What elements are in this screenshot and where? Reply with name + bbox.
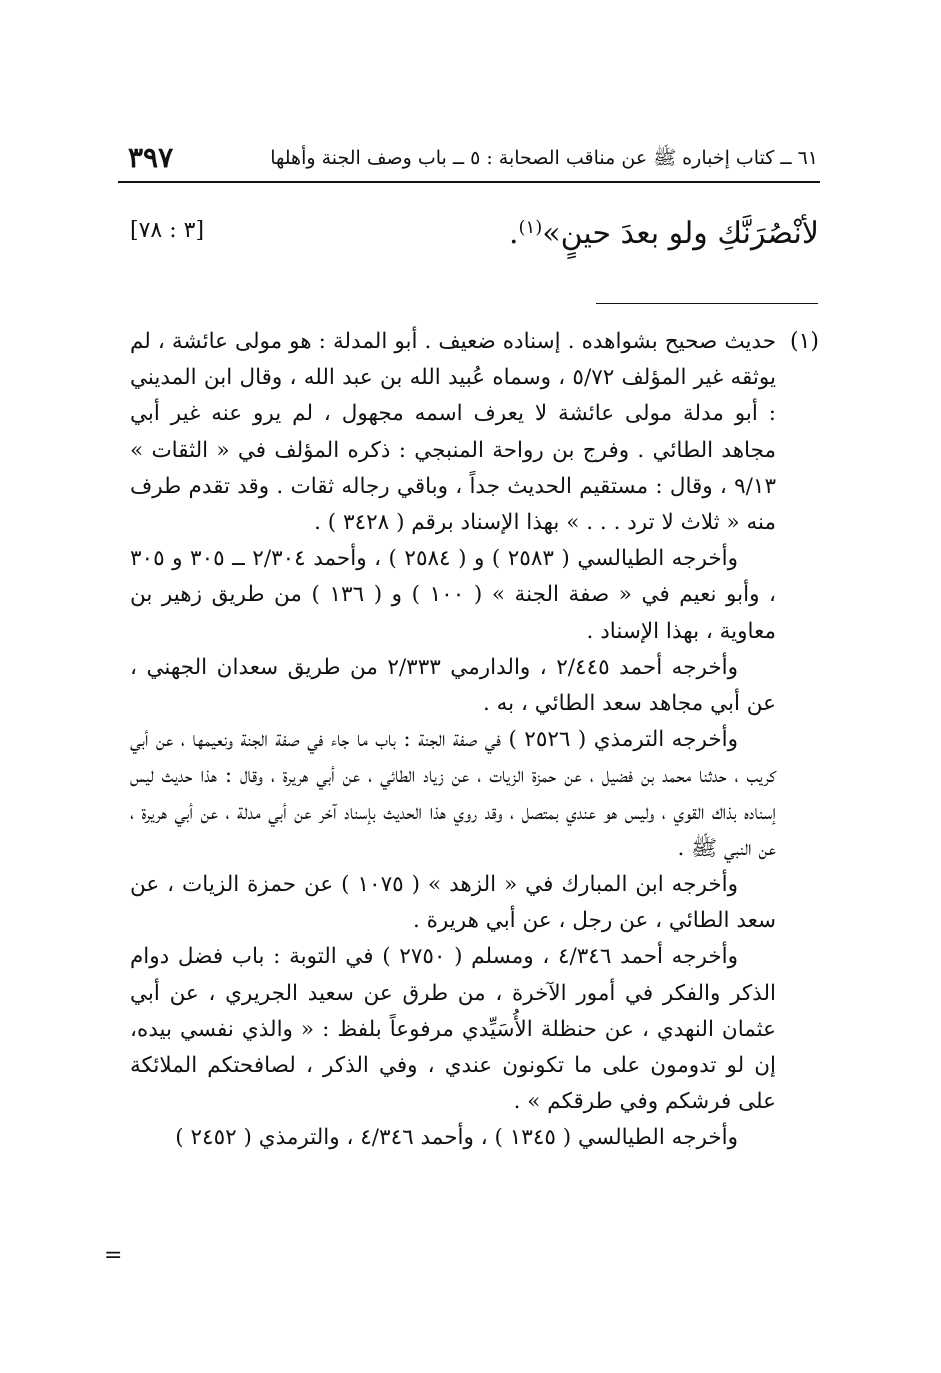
footnote-paragraph: حديث صحيح بشواهده . إسناده ضعيف . أبو المدلة : هو مولى عائشة ، لم يوثقه غير المؤلف ٥/٧٢ ، وسماه عُبيد الله بن عبد الله ، وقال ابن المديني : أبو مدلة مولى عائشة لا يعرف اسمه مجهول ، لم يرو عنه غير أبي مجاهد الطائي . وفرج بن رواحة المنبجي : ذكره المؤلف في « الثقات » ٩/١٣ ، وقال : مستقيم الحديث جداً ، وباقي رجاله ثقات . وقد تقدم طرف منه « ثلاث لا ترد . . . » بهذا الإسناد برقم ( ٣٤٢٨ ) . (130, 329, 776, 536)
footnote-ref: (١) (518, 217, 543, 238)
footnote-paragraph: وأخرجه الطيالسي ( ٢٥٨٣ ) و ( ٢٥٨٤ ) ، وأحمد ٢/٣٠٤ ــ ٣٠٥ و ٣٠٥ ، وأبو نعيم في « صفة الجنة » ( ١٠٠ ) و ( ١٣٦ ) من طريق زهير بن معاوية ، بهذا الإسناد . (130, 546, 776, 644)
main-text: لأنْصُرَنَّكِ ولو بعدَ حينٍ» (542, 216, 819, 251)
footnote-paragraph: وأخرجه أحمد ٢/٤٤٥ ، والدارمي ٢/٣٣٣ من طريق سعدان الجهني ، عن أبي مجاهد سعد الطائي ، به . (130, 654, 776, 717)
end-punct: . (508, 216, 519, 251)
footnote-body (130, 324, 776, 1157)
page-number: ٣٩٧ (128, 141, 174, 174)
continuation-mark: = (104, 1243, 123, 1268)
footnote-paragraph: وأخرجه الترمذي ( ٢٥٢٦ ) في صفة الجنة : باب ما جاء في صفة الجنة ونعيمها ، عن أبي كريب ، حدثنا محمد بن فضيل ، عن حمزة الزيات ، عن زياد الطائي ، عن أبي هريرة ، وقال : هذا حديث ليس إسناده بذاك القوي ، وليس هو عندي بمتصل ، وقد روي هذا الحديث بإسناد آخر عن أبي مدلة ، عن أبي هريرة ، عن النبي ﷺ . (130, 727, 776, 861)
footnote-paragraph: وأخرجه أحمد ٤/٣٤٦ ، ومسلم ( ٢٧٥٠ ) في التوبة : باب فضل دوام الذكر والفكر في أمور الآخرة ، من طرق عن سعيد الجريري ، عن أبي عثمان النهدي ، عن حنظلة الأُسَيِّدي مرفوعاً بلفظ : « والذي نفسي بيده، إن لو تدومون على ما تكونون عندي ، وفي الذكر ، لصافحتكم الملائكة على فرشكم وفي طرقكم » . (130, 944, 776, 1115)
main-text-line (509, 206, 819, 256)
footnote-marker: (١) (789, 329, 819, 354)
hadith-reference: [٣ : ٧٨] (130, 218, 205, 243)
running-title: ٦١ ــ كتاب إخباره ﷺ عن مناقب الصحابة : ٥ ــ باب وصف الجنة وأهلها (270, 147, 818, 169)
footnote-paragraph: وأخرجه ابن المبارك في « الزهد » ( ١٠٧٥ ) عن حمزة الزيات ، عن سعد الطائي ، عن رجل ، عن أبي هريرة . (130, 872, 776, 934)
header-rule (118, 181, 820, 183)
running-header (118, 138, 818, 176)
footnote-paragraph: وأخرجه الطيالسي ( ١٣٤٥ ) ، وأحمد ٤/٣٤٦ ، والترمذي ( ٢٤٥٢ ) (175, 1125, 738, 1151)
footnote-rule (596, 303, 818, 304)
